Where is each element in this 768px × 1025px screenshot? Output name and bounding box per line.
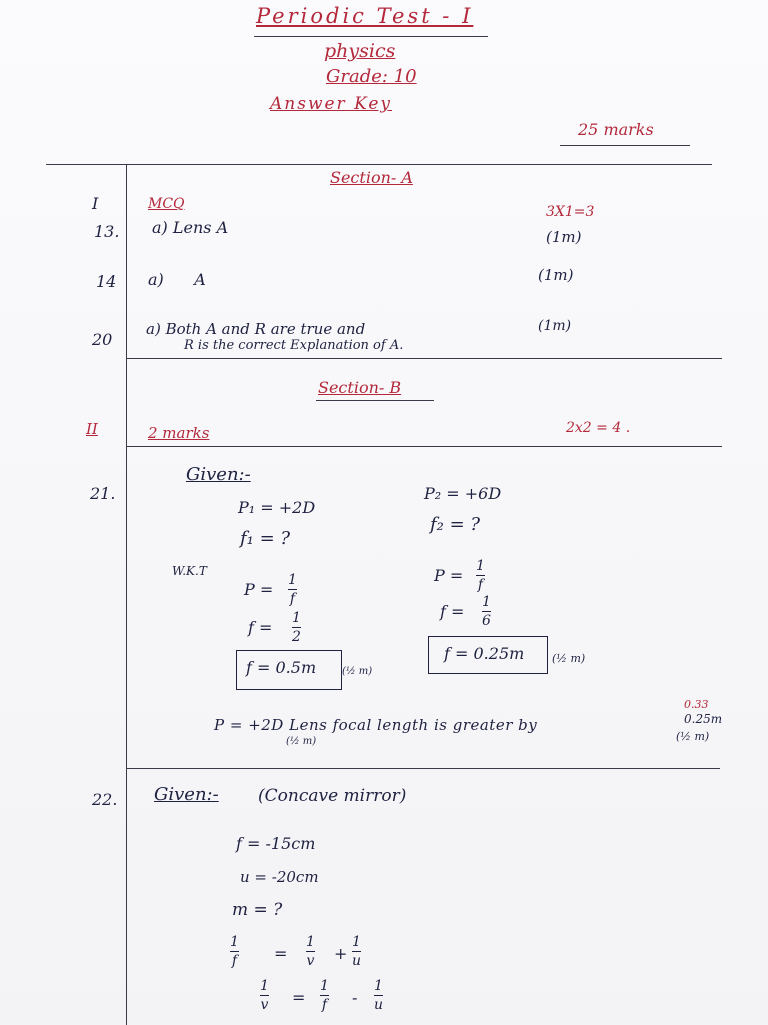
fraction-1-over-f [288, 572, 297, 607]
denominator: f [289, 591, 296, 607]
mirror-type: (Concave mirror) [258, 786, 407, 806]
fraction-1-over-6 [482, 594, 491, 629]
numerator: 1 [320, 978, 329, 994]
equals-sign: = [274, 944, 288, 963]
question-number: 20 [92, 330, 113, 349]
section-a-marks-calc: 3X1=3 [546, 204, 595, 220]
denominator: u [352, 953, 362, 969]
numerator: 1 [476, 558, 485, 574]
subject: physics [324, 40, 396, 62]
answer-2: f = 0.25m [444, 644, 525, 663]
half-mark: (½ m) [552, 652, 586, 665]
marks-underline [560, 145, 690, 146]
title-underline [254, 36, 488, 37]
numerator: 1 [352, 934, 361, 950]
numerator: 1 [288, 572, 297, 588]
question-answer-cont: R is the correct Explanation of A. [184, 338, 404, 353]
total-marks: 25 marks [578, 120, 654, 139]
p1-value: P₁ = +2D [238, 498, 316, 517]
denominator: f [231, 953, 238, 969]
equals-sign: = [292, 988, 306, 1007]
question-answer: a) A [148, 270, 206, 289]
answer-1: f = 0.5m [246, 658, 317, 677]
conclusion-text: P = +2D Lens focal length is greater by [214, 716, 538, 734]
section-a-title: Section- A [330, 168, 413, 187]
half-mark: (½ m) [342, 666, 373, 677]
margin-line [126, 165, 127, 1025]
section-a-top-rule [46, 164, 712, 165]
numerator: 1 [230, 934, 239, 950]
fraction-1-over-v [260, 978, 269, 1013]
fraction-1-over-f [476, 558, 485, 593]
section-a-roman: I [92, 194, 99, 213]
denominator: f [321, 997, 328, 1013]
fraction-1-over-f [320, 978, 329, 1013]
section-b-rule [126, 446, 722, 447]
question-answer: a) Lens A [152, 218, 229, 237]
fraction-bar [306, 951, 315, 952]
question-marks: (1m) [538, 318, 572, 334]
magnification: m = ? [232, 900, 283, 920]
doc-type: Answer Key [270, 94, 392, 114]
fraction-1-over-f [230, 934, 239, 969]
section-b-top-rule [126, 358, 722, 359]
mcq-label: MCQ [148, 196, 185, 212]
fraction-bar [352, 951, 361, 952]
section-b-title-underline [316, 400, 434, 401]
object-distance: u = -20cm [240, 868, 319, 886]
fraction-bar [476, 575, 485, 576]
numerator: 1 [292, 610, 301, 626]
section-b-roman: II [86, 420, 98, 438]
denominator: v [260, 997, 269, 1013]
test-title: Periodic Test - I [256, 4, 474, 28]
grade: Grade: 10 [326, 66, 417, 87]
section-b-label: 2 marks [148, 424, 210, 442]
numerator: 1 [482, 594, 491, 610]
section-b-marks-calc: 2x2 = 4 . [566, 420, 631, 436]
numerator: 1 [260, 978, 269, 994]
given-label: Given:- [154, 784, 219, 805]
minus-sign: - [352, 988, 358, 1007]
fraction-1-over-u [374, 978, 383, 1013]
fraction-bar [320, 995, 329, 996]
denominator: 2 [292, 629, 301, 645]
half-mark: (½ m) [286, 736, 317, 747]
denominator: v [306, 953, 315, 969]
p-equals: P = [244, 580, 274, 599]
wkt-label: W.K.T [172, 564, 207, 578]
f-equals: f = [440, 602, 465, 621]
f2-value: f₂ = ? [430, 514, 481, 535]
fraction-bar [288, 589, 297, 590]
fraction-bar [482, 611, 491, 612]
fraction-bar [260, 995, 269, 996]
f-equals: f = [248, 618, 273, 637]
fraction-bar [374, 995, 383, 996]
question-number: 21. [90, 484, 116, 503]
numerator: 1 [374, 978, 383, 994]
denominator: 6 [482, 613, 491, 629]
q22-top-rule [126, 768, 720, 769]
numerator: 1 [306, 934, 315, 950]
focal-length: f = -15cm [236, 834, 316, 853]
fraction-1-over-2 [292, 610, 301, 645]
f1-value: f₁ = ? [240, 528, 291, 549]
p-equals: P = [434, 566, 464, 585]
question-number: 13. [94, 222, 120, 241]
section-b-title: Section- B [318, 378, 402, 397]
fraction-1-over-u [352, 934, 361, 969]
question-marks: (1m) [538, 266, 574, 284]
question-answer: a) Both A and R are true and [146, 320, 366, 338]
question-number: 22. [92, 790, 118, 809]
question-marks: (1m) [546, 228, 582, 246]
given-label: Given:- [186, 464, 251, 485]
p2-value: P₂ = +6D [424, 484, 502, 503]
conclusion-value: 0.25m [684, 712, 723, 726]
fraction-1-over-v [306, 934, 315, 969]
half-mark: (½ m) [676, 730, 710, 743]
denominator: f [477, 577, 484, 593]
question-number: 14 [96, 272, 117, 291]
fraction-bar [292, 627, 301, 628]
conclusion-correction: 0.33 [684, 698, 709, 711]
plus-sign: + [334, 944, 348, 963]
denominator: u [374, 997, 384, 1013]
fraction-bar [230, 951, 239, 952]
